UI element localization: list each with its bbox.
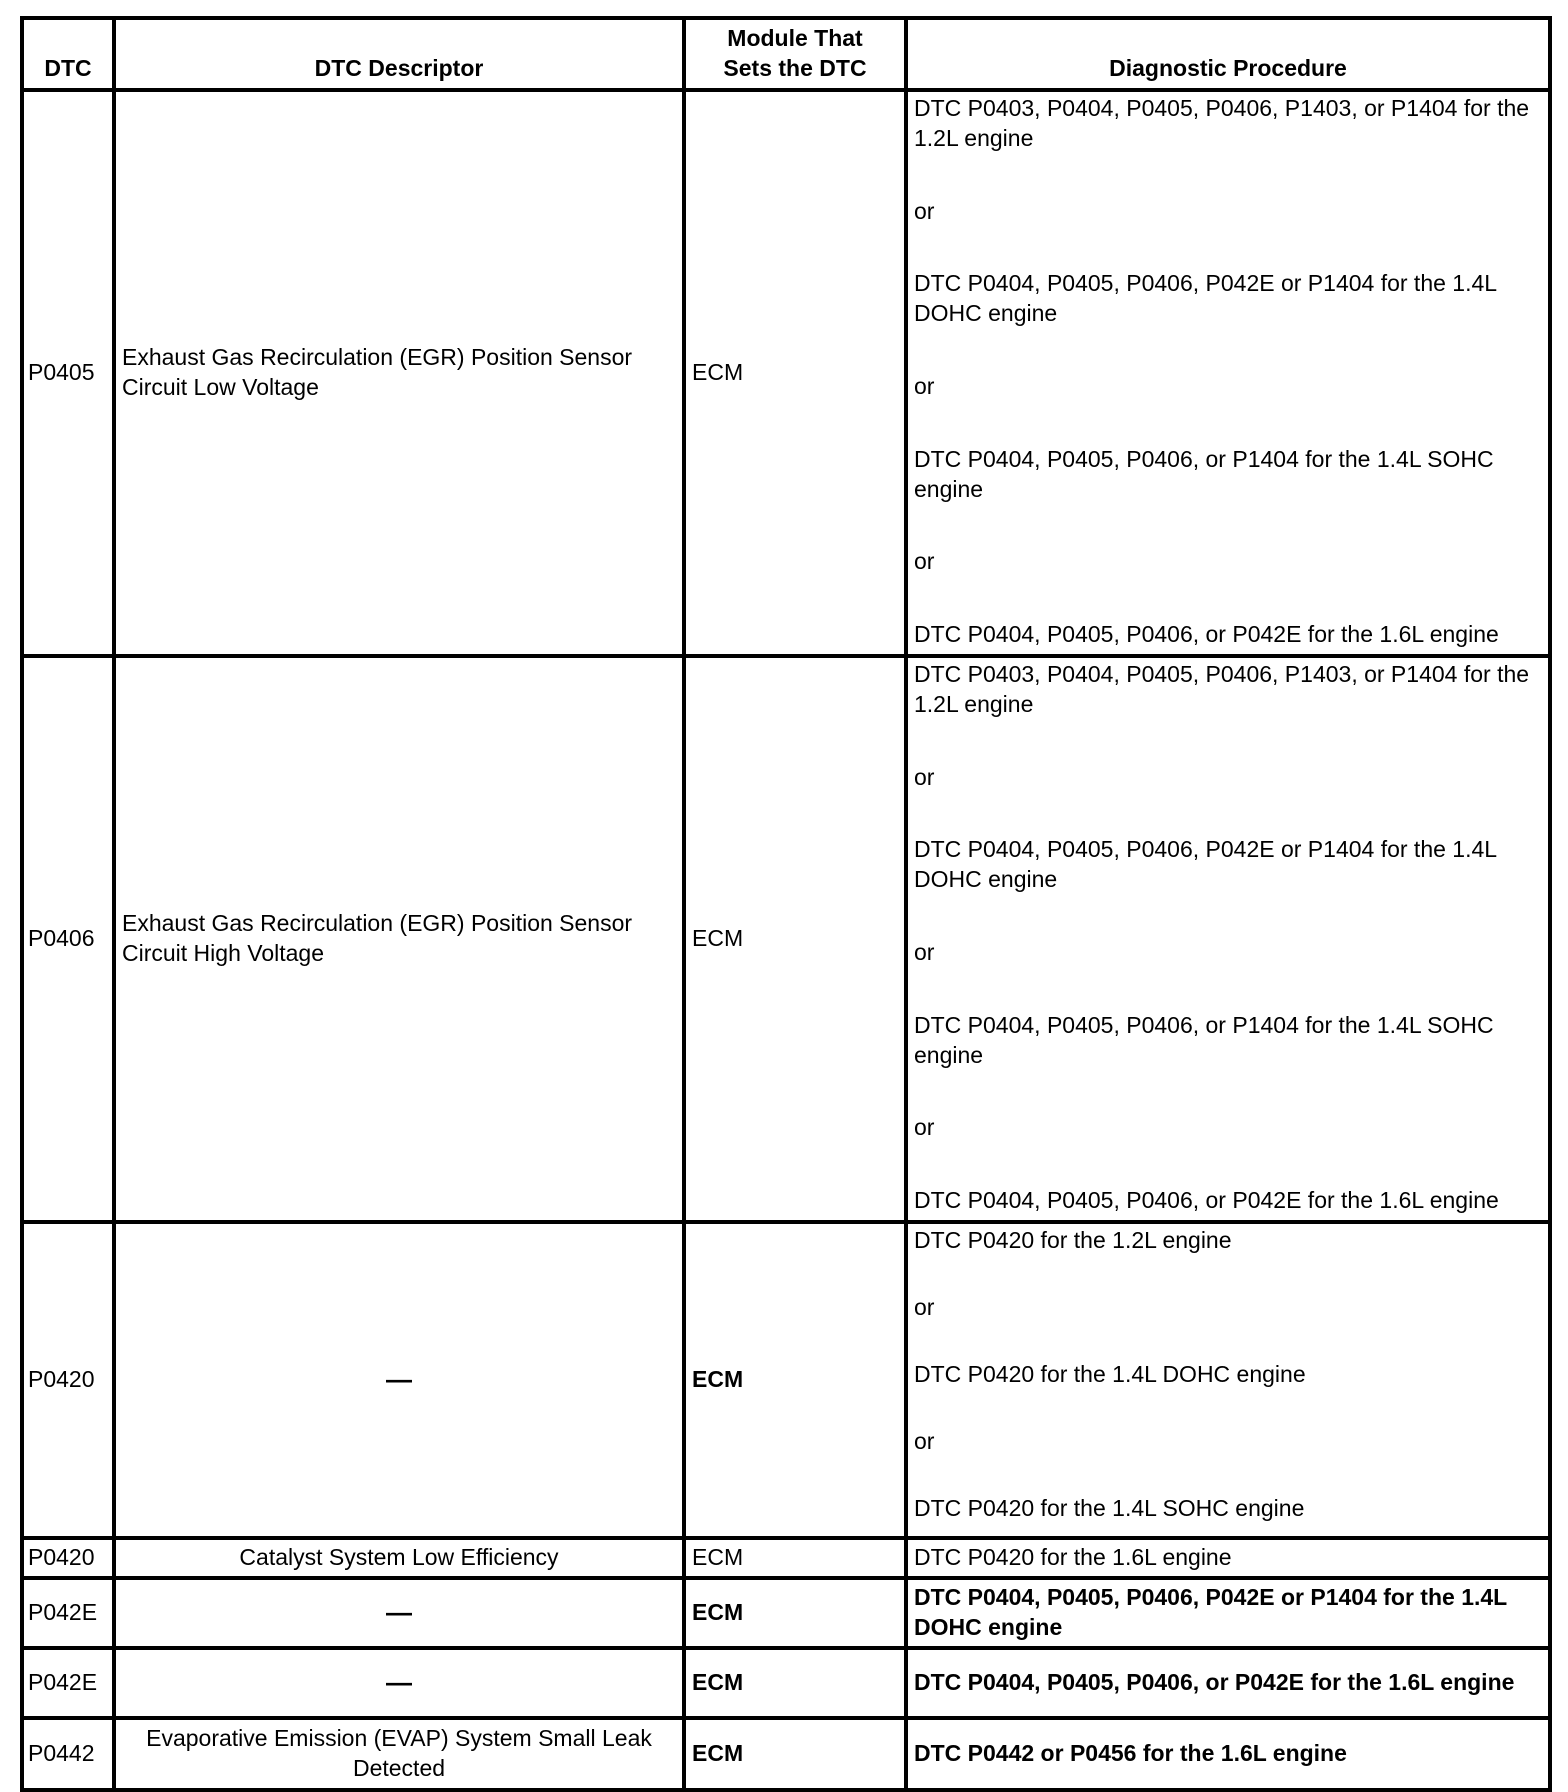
dtc-descriptor: Exhaust Gas Recirculation (EGR) Position Sensor Circuit High Voltage [114,656,684,1222]
procedure-line[interactable]: DTC P0420 for the 1.4L DOHC engine [914,1361,1306,1388]
procedure-line[interactable]: DTC P0403, P0404, P0405, P0406, P1403, or P1404 for the 1.2L engine [914,95,1530,151]
table-row [22,656,1550,1222]
module-name: ECM [684,1648,906,1718]
table-row [22,1538,1550,1578]
procedure-line[interactable]: DTC P0420 for the 1.2L engine [914,1227,1232,1253]
table-row [22,1648,1550,1718]
procedure-or: or [914,938,935,965]
procedure-or: or [914,1114,935,1141]
procedure-line[interactable]: DTC P0404, P0405, P0406, P042E or P1404 for the 1.4L DOHC engine [914,270,1497,327]
dtc-table [20,16,1552,1792]
dash-placeholder: — [386,1667,412,1698]
procedure-line[interactable]: DTC P0404, P0405, P0406, or P042E for the 1.6L engine [914,621,1499,648]
header-module-line1: Module That [727,25,863,52]
procedure-or: or [914,548,935,575]
procedure-line[interactable]: DTC P0420 for the 1.4L SOHC engine [914,1495,1305,1522]
module-name: ECM [684,1718,906,1790]
diagnostic-procedure [906,1578,1550,1648]
dtc-code: P042E [22,1578,114,1648]
diagnostic-procedure [906,1648,1550,1718]
table-row [22,1718,1550,1790]
module-name: ECM [684,1222,906,1538]
dtc-descriptor [114,1578,684,1648]
procedure-line[interactable]: DTC P0420 for the 1.6L engine [914,1544,1232,1571]
header-module [684,18,906,90]
module-name: ECM [684,656,906,1222]
dtc-descriptor: Exhaust Gas Recirculation (EGR) Position Sensor Circuit Low Voltage [114,90,684,656]
diagnostic-procedure [906,656,1550,1222]
table-row [22,1578,1550,1648]
header-procedure: Diagnostic Procedure [906,18,1550,90]
diagnostic-procedure [906,1538,1550,1578]
procedure-line[interactable]: DTC P0404, P0405, P0406, or P1404 for the 1.4L SOHC engine [914,445,1494,502]
procedure-or: or [914,372,935,399]
procedure-line[interactable]: DTC P0404, P0405, P0406, P042E or P1404 for the 1.4L DOHC engine [914,836,1497,893]
module-name: ECM [684,1538,906,1578]
procedure-or: or [914,763,935,790]
module-name: ECM [684,1578,906,1648]
procedure-line[interactable]: DTC P0442 or P0456 for the 1.6L engine [914,1740,1347,1767]
procedure-or: or [914,1428,935,1455]
dash-placeholder: — [386,1364,412,1395]
procedure-line[interactable]: DTC P0404, P0405, P0406, or P1404 for the 1.4L SOHC engine [914,1011,1494,1068]
diagnostic-procedure [906,1718,1550,1790]
procedure-or: or [914,1294,935,1321]
header-row [22,18,1550,90]
dtc-code: P0406 [22,656,114,1222]
dtc-descriptor: Catalyst System Low Efficiency [114,1538,684,1578]
dtc-code: P042E [22,1648,114,1718]
table-row [22,90,1550,656]
table-row [22,1222,1550,1538]
procedure-line[interactable]: DTC P0403, P0404, P0405, P0406, P1403, or P1404 for the 1.2L engine [914,661,1530,717]
procedure-line[interactable]: DTC P0404, P0405, P0406, P042E or P1404 for the 1.4L DOHC engine [914,1584,1507,1640]
dtc-code: P0420 [22,1222,114,1538]
header-module-line2: Sets the DTC [723,55,867,82]
diagnostic-procedure [906,90,1550,656]
dtc-code: P0420 [22,1538,114,1578]
dtc-descriptor [114,1222,684,1538]
procedure-line[interactable]: DTC P0404, P0405, P0406, or P042E for the 1.6L engine [914,1669,1515,1696]
header-descriptor: DTC Descriptor [114,18,684,90]
dtc-code: P0442 [22,1718,114,1790]
dtc-descriptor [114,1648,684,1718]
module-name: ECM [684,90,906,656]
dtc-descriptor: Evaporative Emission (EVAP) System Small Leak Detected [114,1718,684,1790]
dash-placeholder: — [386,1597,412,1628]
header-dtc: DTC [22,18,114,90]
procedure-line[interactable]: DTC P0404, P0405, P0406, or P042E for the 1.6L engine [914,1187,1499,1214]
dtc-code: P0405 [22,90,114,656]
diagnostic-procedure [906,1222,1550,1538]
procedure-or: or [914,197,935,224]
